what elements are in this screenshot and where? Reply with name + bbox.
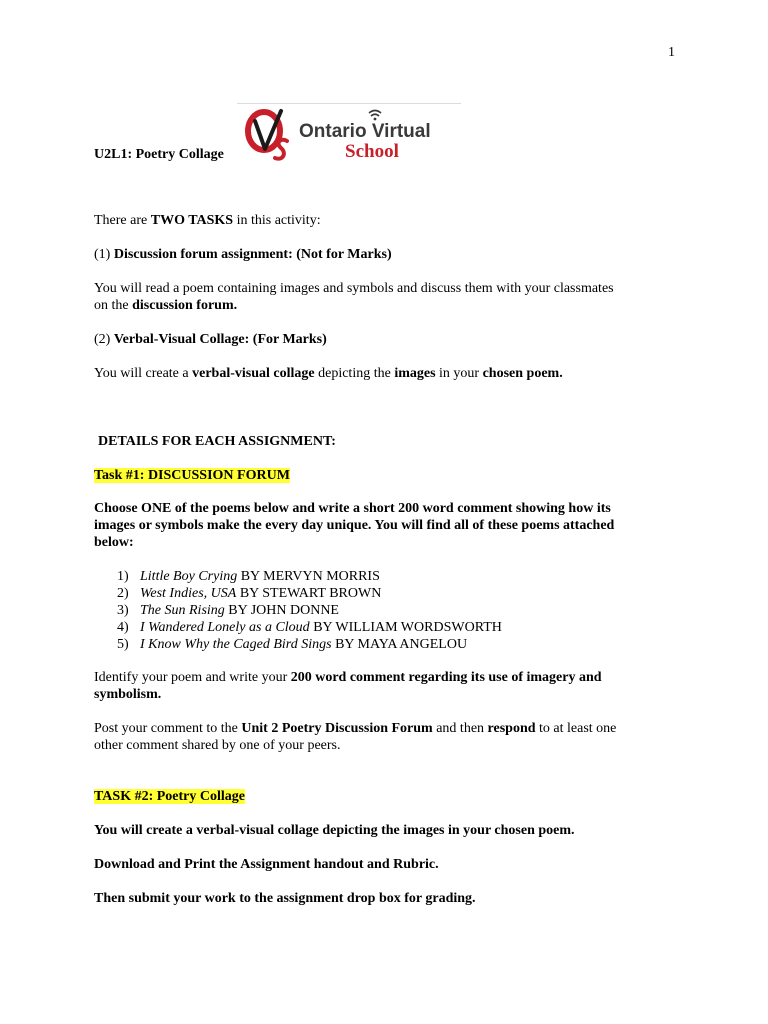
collage-instructions: You will create a verbal-visual collage depicting the images in your chosen poem. — [94, 823, 575, 838]
identify-instructions: Identify your poem and write your 200 word comment regarding its use of imagery and symbolism. — [94, 670, 602, 702]
list-item: 4) I Wandered Lonely as a Cloud BY WILLIAM WORDSWORTH — [117, 620, 502, 635]
list-item: 5) I Know Why the Caged Bird Sings BY MAYA ANGELOU — [117, 637, 468, 652]
choose-instructions: Choose ONE of the poems below and write a short 200 word comment showing how its images or symbols make the every day unique. You will find all of these poems attached below: — [94, 501, 615, 550]
poem-list — [117, 568, 677, 653]
task1-line: (1) Discussion forum assignment: (Not for Marks) — [94, 247, 392, 262]
intro-text: There are TWO TASKS in this activity: — [94, 213, 321, 228]
submit-instructions: Then submit your work to the assignment drop box for grading. — [94, 891, 476, 906]
task2-description: You will create a verbal-visual collage depicting the images in your chosen poem. — [94, 366, 563, 381]
page-number: 1 — [668, 45, 675, 60]
task2-line: (2) Verbal-Visual Collage: (For Marks) — [94, 332, 327, 347]
document-title: U2L1: Poetry Collage — [94, 147, 224, 162]
task1-heading: Task #1: DISCUSSION FORUM — [94, 468, 290, 483]
logo-divider — [237, 103, 461, 104]
logo-text-school: School — [345, 141, 399, 162]
list-item: 2) West Indies, USA BY STEWART BROWN — [117, 586, 382, 601]
task1-heading-wrap — [94, 467, 684, 484]
details-heading: DETAILS FOR EACH ASSIGNMENT: — [98, 434, 336, 449]
task2-heading: TASK #2: Poetry Collage — [94, 789, 245, 804]
wifi-icon — [368, 109, 382, 121]
logo-text-ontario-virtual: Ontario Virtual — [299, 121, 431, 142]
list-item: 1) Little Boy Crying BY MERVYN MORRIS — [117, 569, 380, 584]
post-instructions: Post your comment to the Unit 2 Poetry Discussion Forum and then respond to at least one other comment shared by one of your peers. — [94, 721, 617, 753]
task2-heading-wrap — [94, 788, 684, 805]
task1-description: You will read a poem containing images and symbols and discuss them with your classmates on the discussion forum. — [94, 281, 614, 313]
list-item: 3) The Sun Rising BY JOHN DONNE — [117, 603, 339, 618]
download-instructions: Download and Print the Assignment handout and Rubric. — [94, 857, 439, 872]
